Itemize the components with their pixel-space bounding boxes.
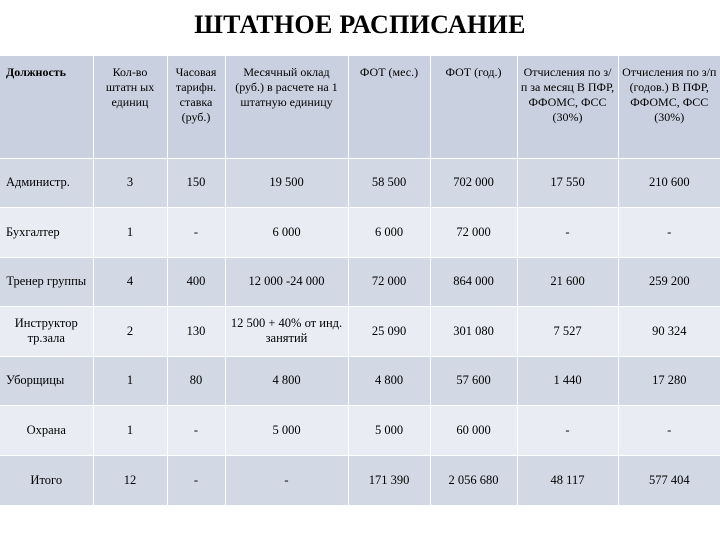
cell-contributions-month: 7 527 [517,307,618,357]
cell-payroll-month: 72 000 [348,257,430,307]
cell-monthly-salary: 6 000 [225,208,348,258]
cell-payroll-year: 864 000 [430,257,517,307]
table-row [0,208,720,258]
header-monthly-salary: Месячный оклад (руб.) в расчете на 1 штатную единицу [225,56,348,158]
header-position: Должность [6,65,67,79]
cell-payroll-month: 6 000 [348,208,430,258]
cell-contributions-year: - [618,208,720,258]
cell-hourly-rate: - [167,455,225,505]
cell-contributions-month: 17 550 [517,158,618,208]
cell-monthly-salary: 12 000 -24 000 [225,257,348,307]
cell-staff-count: 3 [93,158,167,208]
cell-monthly-salary: - [225,455,348,505]
cell-position: Бухгалтер [6,224,60,239]
cell-payroll-month: 5 000 [348,406,430,456]
cell-payroll-month: 25 090 [348,307,430,357]
table-row [0,158,720,208]
table-body [0,158,720,505]
header-payroll-year: ФОТ (год.) [430,56,517,158]
cell-contributions-month: 1 440 [517,356,618,406]
cell-hourly-rate: - [167,208,225,258]
cell-monthly-salary: 19 500 [225,158,348,208]
table-header-row [0,56,720,158]
cell-staff-count: 1 [93,356,167,406]
page-title: ШТАТНОЕ РАСПИСАНИЕ [194,10,526,39]
cell-payroll-year: 72 000 [430,208,517,258]
cell-contributions-month: - [517,406,618,456]
cell-position: Итого [30,472,63,487]
header-contributions-month: Отчисления по з/п за месяц В ПФР, ФФОМС, ФСС (30%) [517,56,618,158]
cell-payroll-month: 4 800 [348,356,430,406]
cell-payroll-year: 60 000 [430,406,517,456]
cell-hourly-rate: - [167,406,225,456]
cell-payroll-year: 301 080 [430,307,517,357]
cell-staff-count: 4 [93,257,167,307]
cell-staff-count: 2 [93,307,167,357]
cell-payroll-month: 171 390 [348,455,430,505]
cell-hourly-rate: 400 [167,257,225,307]
cell-hourly-rate: 150 [167,158,225,208]
cell-staff-count: 12 [93,455,167,505]
cell-payroll-year: 57 600 [430,356,517,406]
cell-staff-count: 1 [93,406,167,456]
table-row [0,356,720,406]
cell-position: Охрана [26,422,66,437]
header-hourly-rate: Часовая тарифн. ставка (руб.) [167,56,225,158]
header-staff-count: Кол-во штатн ых единиц [93,56,167,158]
cell-position: Тренер группы [6,274,87,289]
cell-staff-count: 1 [93,208,167,258]
cell-payroll-year: 702 000 [430,158,517,208]
header-contributions-year: Отчисления по з/п (годов.) В ПФР, ФФОМС, ФСС (30%) [618,56,720,158]
table-row [0,257,720,307]
header-payroll-month: ФОТ (мес.) [348,56,430,158]
cell-contributions-year: - [618,406,720,456]
cell-position: Администр. [6,175,70,190]
cell-payroll-year: 2 056 680 [430,455,517,505]
staff-schedule-table [0,56,720,505]
cell-contributions-month: 48 117 [517,455,618,505]
cell-position: Уборщицы [6,373,65,388]
cell-payroll-month: 58 500 [348,158,430,208]
cell-contributions-year: 577 404 [618,455,720,505]
cell-hourly-rate: 80 [167,356,225,406]
cell-position: Инструктор тр.зала [14,316,78,346]
cell-monthly-salary: 5 000 [225,406,348,456]
cell-contributions-year: 90 324 [618,307,720,357]
cell-contributions-year: 210 600 [618,158,720,208]
cell-hourly-rate: 130 [167,307,225,357]
table-container [0,56,720,505]
cell-contributions-month: - [517,208,618,258]
cell-contributions-year: 259 200 [618,257,720,307]
cell-contributions-year: 17 280 [618,356,720,406]
table-row [0,307,720,357]
cell-monthly-salary: 4 800 [225,356,348,406]
cell-contributions-month: 21 600 [517,257,618,307]
table-row [0,455,720,505]
cell-monthly-salary: 12 500 + 40% от инд. занятий [225,307,348,357]
table-row [0,406,720,456]
